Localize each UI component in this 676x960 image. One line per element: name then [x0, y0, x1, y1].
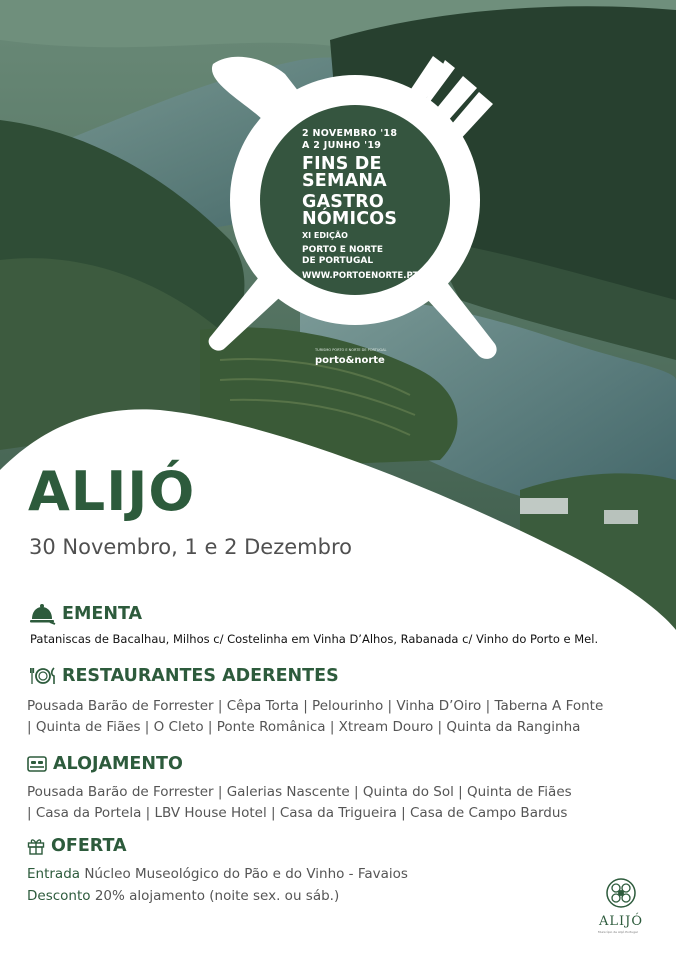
section-oferta-heading [27, 836, 127, 856]
logo-title-line2: SEMANA [302, 171, 387, 191]
logo-region-line2: DE PORTUGAL [302, 256, 374, 266]
logo-edition: XI EDIÇÃO [302, 231, 348, 240]
oferta-desconto-label: Desconto [27, 888, 91, 904]
municipality-logo [598, 876, 648, 936]
bed-icon [27, 754, 47, 774]
section-alojamento-heading [27, 754, 183, 774]
logo-title-line4: NÓMICOS [302, 209, 398, 229]
logo-region-line1: PORTO E NORTE [302, 245, 383, 255]
logo-date-line1: 2 NOVEMBRO '18 [302, 128, 398, 139]
town-title: ALIJÓ [28, 460, 196, 523]
plate-cutlery-icon [30, 665, 56, 687]
oferta-entrada [27, 866, 408, 882]
logo-date-line2: A 2 JUNHO '19 [302, 140, 382, 151]
municipality-name: ALIJÓ [599, 914, 644, 929]
oferta-entrada-text: Núcleo Museológico do Pão e do Vinho - Favaios [80, 866, 408, 882]
ementa-text: Pataniscas de Bacalhau, Milhos c/ Costelinha em Vinha D’Alhos, Rabanada c/ Vinho do Porto e Mel. [30, 632, 599, 646]
event-logo [205, 52, 500, 382]
section-alojamento-label: ALOJAMENTO [53, 754, 183, 774]
municipality-tagline: Município de Alijó Portugal [598, 930, 638, 934]
section-ementa-heading [28, 602, 142, 626]
brand-small-text: TURISMO PORTO E NORTE DE PORTUGAL [315, 348, 387, 352]
oferta-entrada-label: Entrada [27, 866, 81, 882]
oferta-desconto-text: 20% alojamento (noite sex. ou sáb.) [90, 888, 340, 904]
restaurantes-line2: | Quinta de Fiães | O Cleto | Ponte Românica | Xtream Douro | Quinta da Ranginha [27, 719, 581, 735]
oferta-desconto [27, 888, 339, 904]
gift-icon [27, 837, 45, 855]
logo-url: WWW.PORTOENORTE.PT [302, 271, 419, 281]
section-oferta-label: OFERTA [51, 836, 127, 856]
logo-text-block [302, 128, 442, 282]
alojamento-line2: | Casa da Portela | LBV House Hotel | Casa da Trigueira | Casa de Campo Bardus [27, 805, 568, 821]
section-ementa-label: EMENTA [62, 604, 143, 624]
section-restaurantes-label: RESTAURANTES ADERENTES [62, 666, 339, 686]
restaurantes-line1: Pousada Barão de Forrester | Cêpa Torta | Pelourinho | Vinha D’Oiro | Taberna A Fonte [27, 698, 604, 714]
restaurantes-list [27, 696, 603, 738]
logo-title-line3: GASTRO [302, 192, 385, 212]
section-restaurantes-heading [30, 665, 339, 687]
alojamento-list [27, 782, 572, 824]
cloche-icon [28, 602, 56, 626]
event-dates: 30 Novembro, 1 e 2 Dezembro [29, 535, 352, 559]
alojamento-line1: Pousada Barão de Forrester | Galerias Nascente | Quinta do Sol | Quinta de Fiães [27, 784, 572, 800]
logo-title-line1: FINS DE [302, 154, 382, 174]
porto-norte-logo: porto&norte [315, 355, 385, 366]
municipality-emblem-icon [598, 876, 644, 914]
